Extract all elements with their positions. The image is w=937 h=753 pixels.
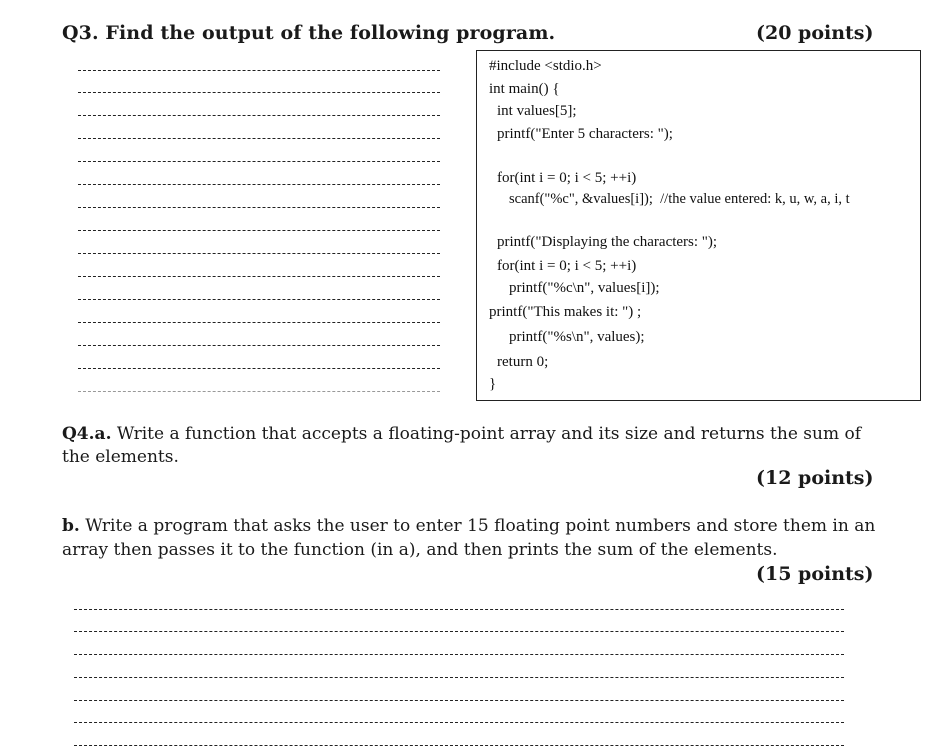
q4a-points: (12 points)	[756, 467, 874, 489]
code-line: int main() {	[489, 81, 560, 97]
answer-line	[78, 276, 440, 277]
q4b-points: (15 points)	[756, 563, 874, 585]
answer-line	[74, 700, 844, 701]
code-line: for(int i = 0; i < 5; ++i)	[497, 258, 637, 274]
code-line: printf("%s\n", values);	[509, 329, 645, 345]
answer-line	[74, 654, 844, 655]
answer-line	[74, 631, 844, 632]
answer-line	[78, 92, 440, 93]
q4b-question	[62, 514, 882, 562]
q3-points: (20 points)	[756, 22, 874, 44]
q4b-label: b.	[62, 516, 80, 536]
code-line: #include <stdio.h>	[489, 58, 602, 74]
q3-title: Q3. Find the output of the following program.	[62, 22, 556, 44]
answer-line	[74, 745, 844, 746]
code-line: return 0;	[497, 354, 549, 370]
answer-line	[78, 368, 440, 369]
code-line: scanf("%c", &values[i]); //the value entered: k, u, w, a, i, t	[509, 191, 850, 207]
q4a-label: Q4.a.	[62, 424, 112, 444]
code-line: printf("%c\n", values[i]);	[509, 280, 660, 296]
code-line: printf("This makes it: ") ;	[489, 304, 642, 320]
code-line: }	[489, 376, 497, 392]
code-line: for(int i = 0; i < 5; ++i)	[497, 170, 637, 186]
answer-line	[78, 391, 440, 392]
answer-line	[74, 722, 844, 723]
answer-line	[78, 184, 440, 185]
answer-line	[78, 207, 440, 208]
answer-line	[78, 322, 440, 323]
code-line: printf("Enter 5 characters: ");	[497, 126, 673, 142]
answer-line	[78, 230, 440, 231]
answer-line	[78, 70, 440, 71]
answer-line	[78, 161, 440, 162]
q4a-question	[62, 423, 882, 469]
answer-line	[78, 253, 440, 254]
answer-line	[74, 677, 844, 678]
answer-line	[78, 299, 440, 300]
q4a-text: Write a function that accepts a floating-point array and its size and returns the sum of the elements.	[62, 424, 862, 467]
answer-line	[78, 138, 440, 139]
code-line: int values[5];	[497, 103, 577, 119]
answer-line	[78, 345, 440, 346]
answer-line	[78, 115, 440, 116]
code-line: printf("Displaying the characters: ");	[497, 234, 718, 250]
answer-line	[74, 609, 844, 610]
q4b-text: Write a program that asks the user to enter 15 floating point numbers and store them in an array then passes it to the function (in a), and then prints the sum of the elements.	[62, 516, 876, 560]
